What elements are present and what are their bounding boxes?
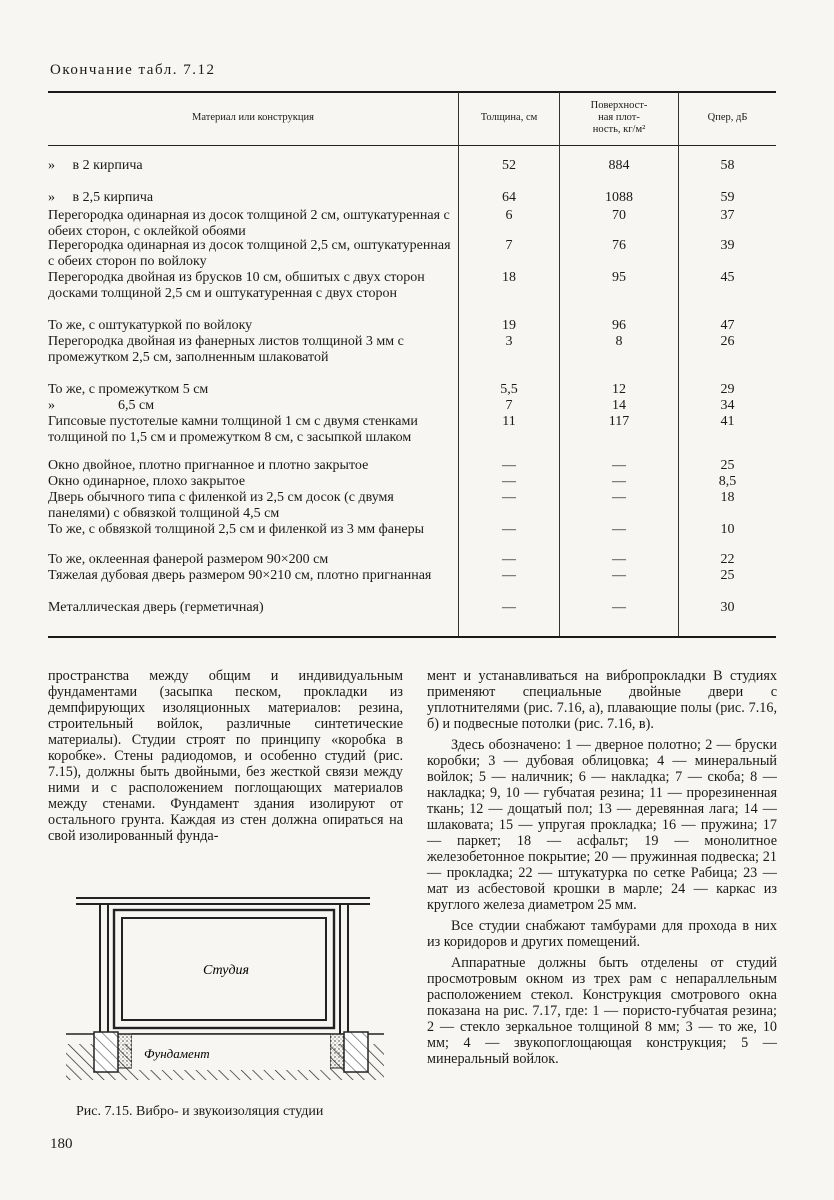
row-density: 1088 bbox=[605, 190, 633, 205]
row-density: 12 bbox=[612, 382, 626, 397]
row-density: — bbox=[612, 474, 626, 489]
right-paragraph: мент и устанавливаться на вибропрокладки В студиях применяют специальные двойные двери с уплотнителями (рис. 7.16, а), плавающие полы (рис. 7.16, б) и подвесные потолки (рис. 7.16, в). bbox=[427, 668, 777, 732]
right-paragraph: Здесь обозначено: 1 — дверное полотно; 2 — бруски коробки; 3 — дубовая облицовка; 4 — минеральный войлок; 5 — наличник; 6 — накладка; 7 — скоба; 8 — накладка; 9, 10 — губчатая резина; 11 — прорезиненная ткань; 12 — дощатый пол; 13 — деревянная лага; 14 — шлаковата; 15 — упругая прокладка; 16 — пружина; 17 — паркет; 18 — асфальт; 19 — монолитное железобетонное покрытие; 20 — пружинная подвеска; 21 — прокладка; 22 — штукатурка по сетке Рабица; 23 — мат из асбестовой крошки в марле; 24 — каркас из круглого железа диаметром 25 мм. bbox=[427, 737, 777, 913]
right-paragraph: Все студии снабжают тамбурами для прохода в них из коридоров и других помещений. bbox=[427, 918, 777, 950]
building-roof bbox=[76, 898, 370, 904]
row-material: Дверь обычного типа с филенкой из 2,5 см досок (с двумя панелями) с обвязкой толщиной 4,5 см bbox=[48, 490, 394, 521]
row-q: 30 bbox=[720, 600, 735, 615]
row-thickness: — bbox=[502, 458, 516, 473]
row-q: 58 bbox=[720, 158, 735, 173]
row-q: 22 bbox=[720, 552, 735, 567]
studio-isolation-figure bbox=[66, 884, 384, 1088]
row-material: Тяжелая дубовая дверь размером 90×210 см, плотно пригнанная bbox=[48, 568, 432, 583]
row-q: 29 bbox=[720, 382, 735, 397]
table-bottom-rule bbox=[48, 636, 776, 638]
row-q: 25 bbox=[720, 568, 735, 583]
row-density: — bbox=[612, 552, 626, 567]
row-density: — bbox=[612, 490, 626, 505]
figure-caption: Рис. 7.15. Вибро- и звукоизоляция студии bbox=[76, 1104, 324, 1119]
table-header-rule bbox=[48, 145, 776, 146]
page-number: 180 bbox=[50, 1136, 73, 1152]
row-material: То же, оклеенная фанерой размером 90×200 см bbox=[48, 552, 329, 567]
foundation-blocks bbox=[94, 1032, 368, 1072]
row-thickness: 5,5 bbox=[500, 382, 518, 397]
row-density: 8 bbox=[615, 334, 623, 349]
row-material: То же, с промежутком 5 см bbox=[48, 382, 209, 397]
row-material: Металлическая дверь (герметичная) bbox=[48, 600, 264, 615]
left-paragraph: пространства между общим и индивидуальным фундаментами (засыпка песком, прокладки из демпфирующих изоляционных материалов: резина, строительный войлок, различные синтетические материалы). Студии строят по принципу «коробка в коробке». Стены радиодомов, и особенно студий (рис. 7.15), должны быть двойными, без жесткой связи между ними и с расположением поглощающих материалов между стенами. Фундамент здания изолируют от остального грунта. Каждая из стен должна опираться на свой изолированный фунда- bbox=[48, 668, 403, 844]
row-material: » 6,5 см bbox=[48, 398, 155, 413]
row-q: 25 bbox=[720, 458, 735, 473]
left-text-column bbox=[48, 668, 403, 844]
row-thickness: — bbox=[502, 600, 516, 615]
row-material: Перегородка одинарная из досок толщиной 2,5 см, оштукатуренная с обеих сторон по войлоку bbox=[48, 238, 451, 269]
right-paragraph: Аппаратные должны быть отделены от студий просмотровым окном из трех рам с непараллельным расположением стекол. Конструкция смотрового окна показана на рис. 7.17, где: 1 — пористо-губчатая резина; 2 — стекло зеркальное толщиной 8 мм; 3 — то же, 10 мм; 4 — звукопоглощающая конструкция; 5 — минеральный войлок. bbox=[427, 955, 777, 1067]
row-material: Перегородка одинарная из досок толщиной 2 см, оштукатуренная с обеих сторон, с оклейкой обоями bbox=[48, 208, 450, 239]
row-thickness: 3 bbox=[505, 334, 513, 349]
row-q: 18 bbox=[720, 490, 735, 505]
row-q: 47 bbox=[720, 318, 735, 333]
row-thickness: — bbox=[502, 552, 516, 567]
row-q: 41 bbox=[720, 414, 735, 429]
row-q: 34 bbox=[720, 398, 735, 413]
row-q: 8,5 bbox=[718, 474, 737, 489]
row-material: Окно двойное, плотно пригнанное и плотно закрытое bbox=[48, 458, 369, 473]
row-density: — bbox=[612, 600, 626, 615]
row-thickness: 64 bbox=[502, 190, 516, 205]
row-density: — bbox=[612, 568, 626, 583]
row-density: — bbox=[612, 522, 626, 537]
row-q: 59 bbox=[720, 190, 735, 205]
row-thickness: — bbox=[502, 568, 516, 583]
header-thickness: Толщина, см bbox=[480, 112, 538, 123]
row-material: Окно одинарное, плохо закрытое bbox=[48, 474, 246, 489]
foundation-label: Фундамент bbox=[144, 1046, 210, 1061]
row-q: 37 bbox=[720, 208, 735, 223]
row-material: » в 2,5 кирпича bbox=[48, 190, 154, 205]
row-q: 10 bbox=[720, 522, 735, 537]
row-thickness: 6 bbox=[505, 208, 513, 223]
row-material: То же, с обвязкой толщиной 2,5 см и филенкой из 3 мм фанеры bbox=[48, 522, 425, 537]
row-material: Гипсовые пустотелые камни толщиной 1 см с двумя стенками толщиной по 1,5 см и промежутком 8 см, с засыпкой шлаком bbox=[48, 414, 418, 445]
row-density: 117 bbox=[608, 414, 630, 429]
row-thickness: 7 bbox=[505, 238, 513, 253]
row-material: То же, с оштукатуркой по войлоку bbox=[48, 318, 253, 333]
row-material: Перегородка двойная из фанерных листов толщиной 3 мм с промежутком 2,5 см, заполненным шлаковатой bbox=[48, 334, 404, 365]
right-text-column bbox=[427, 668, 777, 1067]
row-thickness: 7 bbox=[505, 398, 513, 413]
row-density: 76 bbox=[612, 238, 626, 253]
header-material: Материал или конструкция bbox=[192, 112, 314, 123]
row-thickness: — bbox=[502, 522, 516, 537]
row-material: Перегородка двойная из брусков 10 см, обшитых с двух сторон досками толщиной 2,5 см и оштукатуренная с двух сторон bbox=[48, 270, 425, 301]
row-material: » в 2 кирпича bbox=[48, 158, 143, 173]
header-q: Qпер, дБ bbox=[707, 112, 748, 123]
row-thickness: 18 bbox=[502, 270, 516, 285]
table-continuation-title: Окончание табл. 7.12 bbox=[50, 62, 216, 78]
row-thickness: — bbox=[502, 474, 516, 489]
row-q: 26 bbox=[720, 334, 735, 349]
row-density: 884 bbox=[608, 158, 630, 173]
row-density: — bbox=[612, 458, 626, 473]
row-q: 45 bbox=[720, 270, 735, 285]
row-thickness: — bbox=[502, 490, 516, 505]
header-density: Поверхност- ная плот- ность, кг/м² bbox=[590, 100, 648, 135]
row-density: 70 bbox=[612, 208, 626, 223]
row-thickness: 11 bbox=[502, 414, 516, 429]
row-density: 96 bbox=[612, 318, 626, 333]
row-thickness: 52 bbox=[502, 158, 516, 173]
row-density: 14 bbox=[612, 398, 626, 413]
row-thickness: 19 bbox=[502, 318, 516, 333]
row-q: 39 bbox=[720, 238, 735, 253]
row-density: 95 bbox=[612, 270, 626, 285]
studio-label: Студия bbox=[202, 963, 250, 978]
